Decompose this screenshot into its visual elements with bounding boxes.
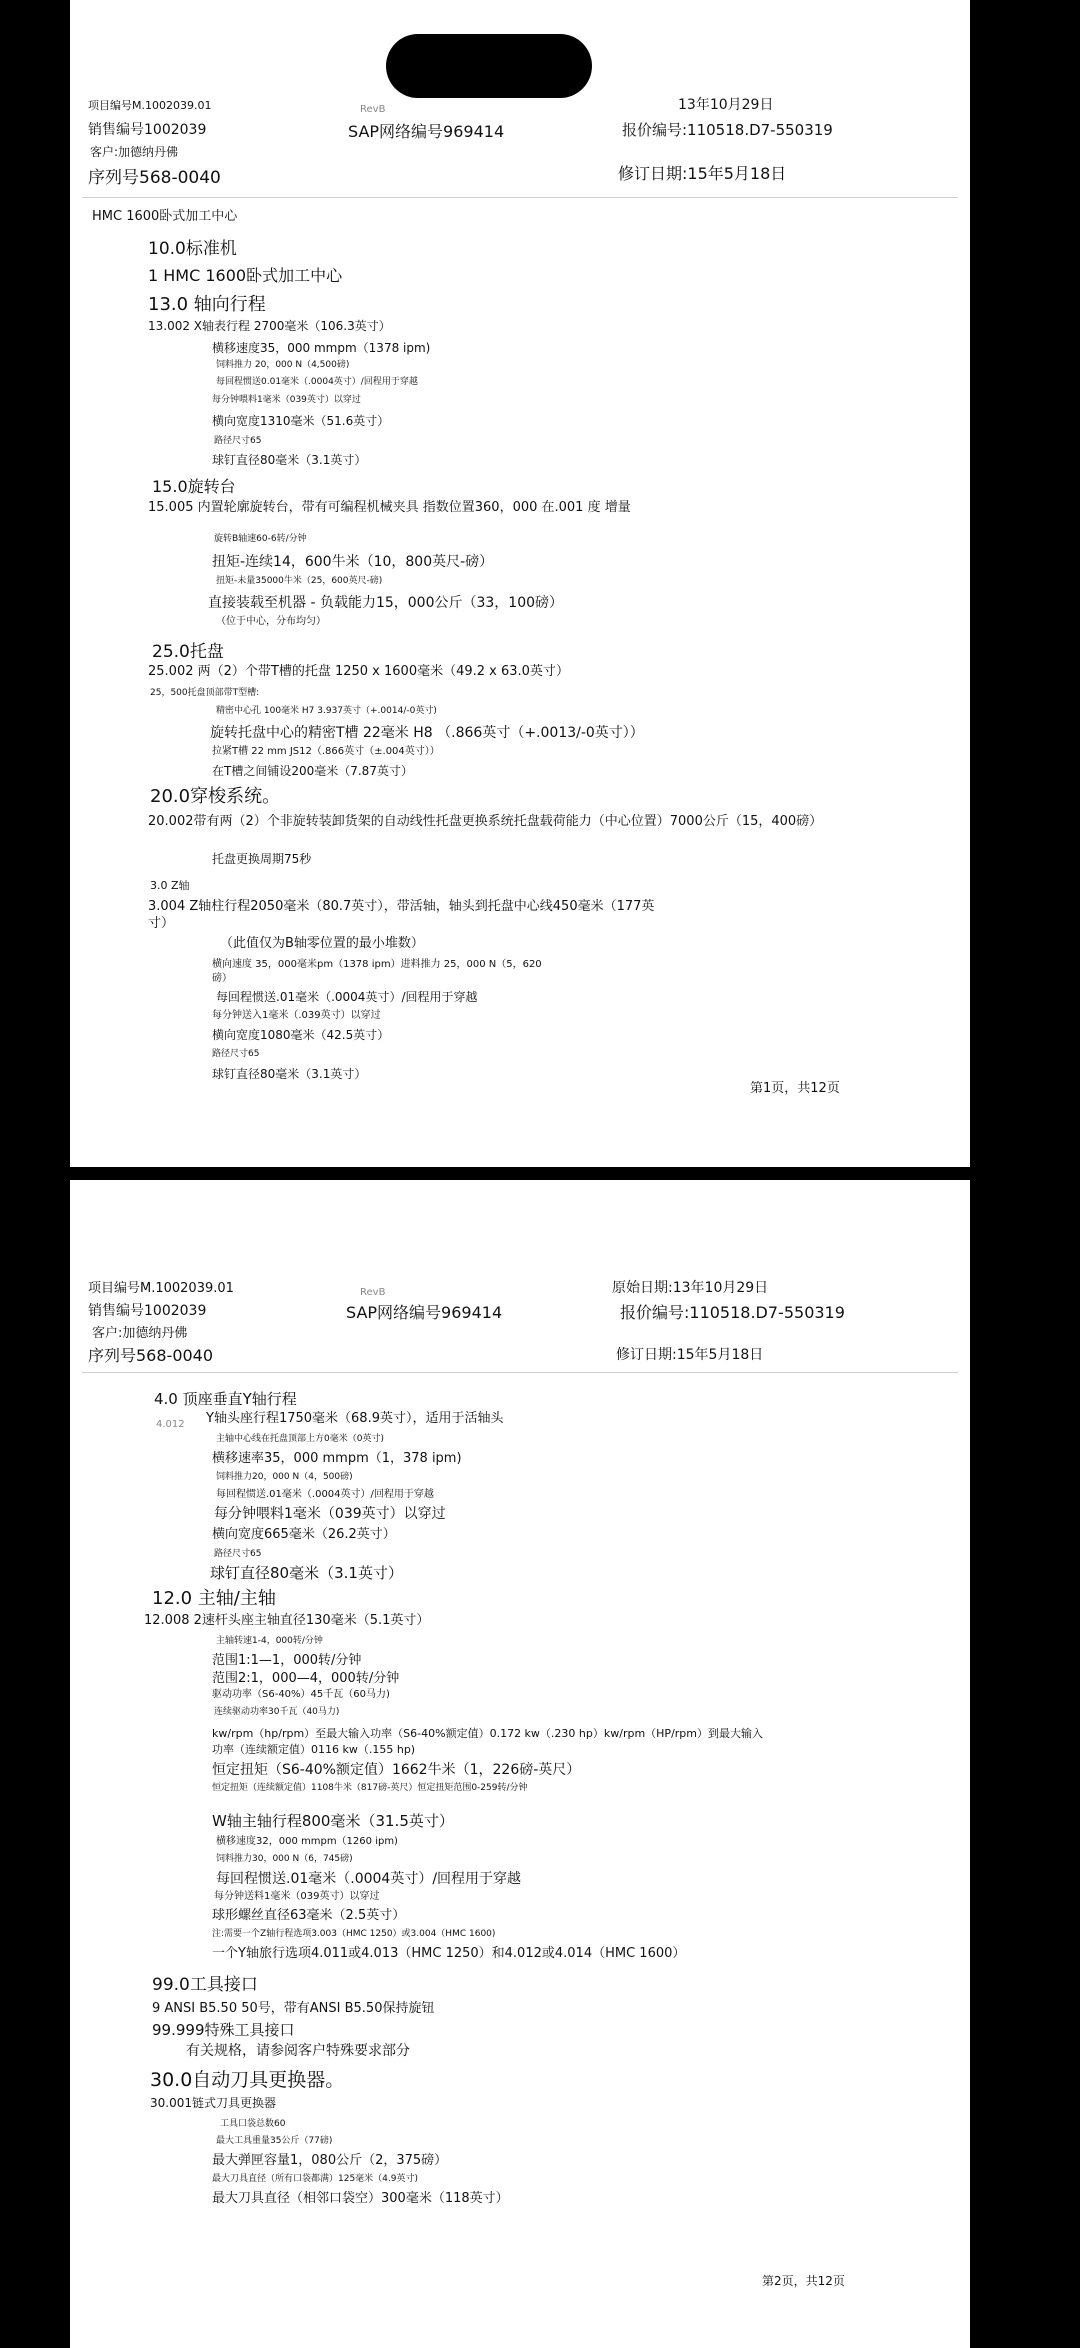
line-item: 最大工具重量35公斤（77磅)	[216, 2136, 333, 2146]
line-item: 托盘更换周期75秒	[212, 852, 312, 866]
item-number: 项目编号M.1002039.01	[88, 99, 212, 112]
line-item: 每回程惯送.01毫米（.0004英寸）/回程用于穿越	[216, 990, 478, 1004]
section-heading: 4.0 顶座垂直Y轴行程	[154, 1390, 297, 1408]
page-number: 第2页，共12页	[762, 2274, 845, 2288]
original-date: 原始日期:13年10月29日	[612, 1280, 769, 1296]
original-date-partial: 13年10月29日	[678, 97, 774, 113]
line-item: 拉紧T槽 22 mm JS12（.866英寸（±.004英寸））	[212, 746, 440, 757]
section-heading: 10.0标准机	[148, 239, 237, 259]
section-heading: 12.0 主轴/主轴	[152, 1588, 276, 1609]
customer: 客户:加德纳丹佛	[90, 145, 179, 159]
line-item: 横移速率35，000 mmpm（1，378 ipm)	[212, 1451, 462, 1466]
line-item: 最大刀具直径（所有口袋都满）125毫米（4.9英寸)	[212, 2174, 419, 2184]
line-item: 15.005 内置轮廓旋转台，带有可编程机械夹具 指数位置360，000 在.001 度 增量	[148, 500, 631, 515]
line-item: 每分钟送料1毫米（039英寸）以穿过	[214, 1891, 380, 1902]
line-item: 精密中心孔 100毫米 H7 3.937英寸（+.0014/-0英寸)	[216, 706, 437, 716]
line-item: 横向宽度1310毫米（51.6英寸）	[212, 414, 390, 428]
section-number: 4.012	[156, 1419, 185, 1430]
line-item: 驱动功率（S6-40%）45千瓦（60马力)	[212, 1689, 390, 1700]
line-item: 主轴转速1-4，000转/分钟	[216, 1636, 323, 1646]
document-page-1	[70, 0, 970, 1167]
revision-date: 修订日期:15年5月18日	[618, 164, 787, 183]
sap-number: SAP网络编号969414	[346, 1303, 503, 1322]
line-item: 旋转托盘中心的精密T槽 22毫米 H8 （.866英寸（+.0013/-0英寸））	[210, 725, 644, 741]
section-heading: 13.0 轴向行程	[148, 294, 266, 315]
line-item: 饲料推力30，000 N（6，745磅)	[216, 1854, 353, 1864]
quote-number: 报价编号:110518.D7-550319	[620, 1303, 845, 1322]
line-item: 范围2:1，000—4，000转/分钟	[212, 1671, 400, 1686]
serial-number: 序列号568-0040	[88, 168, 221, 188]
line-item: 注:需要一个Z轴行程选项3.003（HMC 1250）或3.004（HMC 1600)	[212, 1929, 496, 1939]
page-number: 第1页，共12页	[750, 1081, 840, 1096]
line-item: 主轴中心线在托盘顶部上方0毫米（0英寸)	[216, 1434, 384, 1444]
line-item: 有关规格，请参阅客户特殊要求部分	[186, 2043, 410, 2059]
line-item: 横向宽度1080毫米（42.5英寸）	[212, 1028, 390, 1042]
line-item: 球钉直径80毫米（3.1英寸）	[212, 453, 367, 467]
sales-number: 销售编号1002039	[88, 122, 207, 138]
serial-number: 序列号568-0040	[88, 1346, 214, 1365]
section-heading: 25.0托盘	[152, 642, 224, 662]
line-item: 连续驱动功率30千瓦（40马力)	[214, 1707, 340, 1717]
line-item: 3.004 Z轴柱行程2050毫米（80.7英寸），带活轴，轴头到托盘中心线450毫米（177英寸）	[148, 899, 655, 931]
line-item: 球形螺丝直径63毫米（2.5英寸）	[212, 1908, 406, 1923]
section-heading: 99.999特殊工具接口	[152, 2021, 295, 2039]
line-item: 横移速度32，000 mmpm（1260 ipm)	[216, 1836, 398, 1847]
section-heading: 30.0自动刀具更换器。	[150, 2069, 345, 2091]
line-item: 路径尺寸65	[212, 1049, 260, 1059]
line-item: 1 HMC 1600卧式加工中心	[148, 266, 343, 285]
line-item: 每回程惯送.01毫米（.0004英寸）/回程用于穿越	[216, 1489, 434, 1500]
line-item: 每分钟喂料1毫米（039英寸）以穿过	[214, 1506, 446, 1522]
line-item: 横向宽度665毫米（26.2英寸）	[212, 1527, 396, 1542]
line-item: 30.001链式刀具更换器	[150, 2096, 276, 2110]
line-item: 范围1:1—1，000转/分钟	[212, 1653, 362, 1668]
line-item: 旋转B轴速60-6转/分钟	[214, 534, 307, 544]
line-item: 横移速度35，000 mmpm（1378 ipm)	[212, 341, 431, 355]
sap-number: SAP网络编号969414	[348, 122, 505, 141]
line-item: 最大刀具直径（相邻口袋空）300毫米（118英寸）	[212, 2191, 509, 2206]
line-item: kw/rpm（hp/rpm）至最大输入功率（S6-40%额定值）0.172 kw（.230 hp）kw/rpm（HP/rpm）到最大输入功率（连续额定值）0116 kw（.155 hp)	[212, 1727, 763, 1756]
line-item: 球钉直径80毫米（3.1英寸）	[212, 1067, 367, 1081]
revision-label: RevB	[360, 1287, 386, 1298]
line-item: 横向速度 35，000毫米pm（1378 ipm）进料推力 25，000 N（5，620磅）	[212, 959, 542, 984]
item-number: 项目编号M.1002039.01	[88, 1281, 234, 1296]
line-item: 一个Y轴旅行选项4.011或4.013（HMC 1250）和4.012或4.014（HMC 1600）	[212, 1946, 686, 1961]
line-item: 扭矩-连续14，600牛米（10，800英尺-磅）	[212, 554, 494, 570]
line-item: 工具口袋总数60	[220, 2119, 286, 2129]
subsection-heading: W轴主轴行程800毫米（31.5英寸）	[212, 1812, 454, 1830]
section-heading: 3.0 Z轴	[150, 879, 190, 892]
line-item: （此值仅为B轴零位置的最小堆数）	[220, 936, 424, 951]
redaction-mark	[386, 34, 592, 98]
line-item: 20.002带有两（2）个非旋转装卸货架的自动线性托盘更换系统托盘载荷能力（中心位置）7000公斤（15，400磅）	[148, 814, 823, 829]
line-item: 直接装载至机器 - 负载能力15，000公斤（33，100磅）	[208, 595, 564, 611]
product-title: HMC 1600卧式加工中心	[92, 209, 238, 224]
line-item: 每分钟喂料1毫米（039英寸）以穿过	[212, 395, 361, 405]
section-heading: 15.0旋转台	[152, 477, 236, 496]
line-item: 饲料推力 20，000 N（4,500磅)	[216, 360, 350, 370]
line-item: 路径尺寸65	[214, 436, 262, 446]
line-item: 最大弹匣容量1，080公斤（2，375磅）	[212, 2153, 448, 2168]
line-item: 12.008 2速杆头座主轴直径130毫米（5.1英寸）	[144, 1613, 430, 1628]
line-item: 每回程惯送.01毫米（.0004英寸）/回程用于穿越	[216, 1871, 522, 1887]
line-item: 13.002 X轴表行程 2700毫米（106.3英寸）	[148, 319, 391, 333]
quote-number: 报价编号:110518.D7-550319	[622, 121, 833, 139]
customer: 客户:加德纳丹佛	[92, 1326, 188, 1341]
line-item: 25.002 两（2）个带T槽的托盘 1250 x 1600毫米（49.2 x 63.0英寸）	[148, 664, 569, 679]
line-item: 饲料推力20，000 N（4，500磅)	[216, 1472, 353, 1482]
line-item: 25，500托盘顶部带T型槽:	[150, 688, 260, 698]
section-heading: 20.0穿梭系统。	[150, 786, 281, 807]
section-heading: 99.0工具接口	[152, 1975, 258, 1995]
header-divider	[82, 1372, 958, 1373]
line-item: 每分钟送入1毫米（.039英寸）以穿过	[212, 1010, 381, 1021]
line-item: （位于中心，分布均匀）	[216, 616, 326, 627]
line-item: 9 ANSI B5.50 50号，带有ANSI B5.50保持旋钮	[152, 2001, 435, 2016]
line-item: 扭矩-未量35000牛米（25，600英尺-磅)	[216, 576, 383, 586]
revision-label: RevB	[360, 104, 386, 115]
header-divider	[82, 197, 958, 198]
line-item: 恒定扭矩（连续额定值）1108牛米（817磅-英尺）恒定扭矩范围0-259转/分钟	[212, 1783, 528, 1793]
revision-date: 修订日期:15年5月18日	[616, 1347, 764, 1363]
line-item: 恒定扭矩（S6-40%额定值）1662牛米（1，226磅-英尺）	[212, 1762, 581, 1778]
document-page-2	[70, 1180, 970, 2348]
line-item: 每回程惯送0.01毫米（.0004英寸）/回程用于穿越	[216, 377, 418, 387]
sales-number: 销售编号1002039	[88, 1303, 207, 1319]
line-item: 在T槽之间铺设200毫米（7.87英寸）	[212, 764, 413, 778]
line-item: 球钉直径80毫米（3.1英寸）	[210, 1564, 403, 1582]
line-item: Y轴头座行程1750毫米（68.9英寸），适用于活轴头	[206, 1411, 504, 1426]
line-item: 路径尺寸65	[214, 1549, 262, 1559]
